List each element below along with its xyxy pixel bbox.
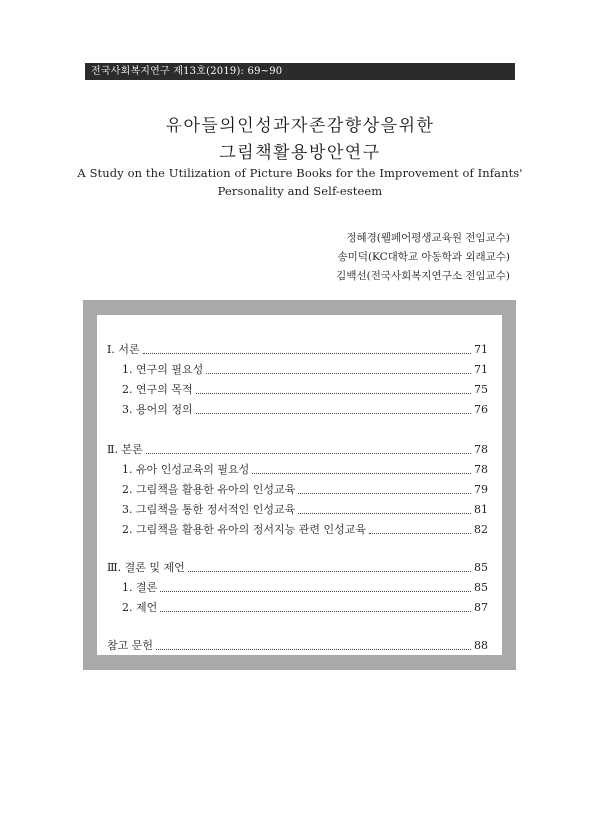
toc-entry-page: 85 [474, 561, 488, 574]
toc-entry-label: 2. 연구의 목적 [122, 383, 193, 396]
toc-leader-dots [143, 353, 471, 354]
toc-leader-dots [146, 453, 471, 454]
korean-title-line-1: 유아들의인성과자존감향상을위한 [165, 116, 435, 136]
author: 송미덕(KC대학교 아동학과 외래교수) [337, 251, 510, 263]
toc-entry-label: 3. 그림책을 통한 정서적인 인성교육 [122, 503, 296, 516]
author-list [336, 229, 510, 286]
toc-entry[interactable] [122, 502, 488, 518]
toc-entry[interactable] [107, 560, 488, 576]
toc-leader-dots [160, 591, 471, 592]
toc-entry-label: 2. 그림책을 활용한 유아의 정서지능 관련 인성교육 [122, 523, 366, 536]
toc-leader-dots [196, 393, 471, 394]
toc-entry-page: 78 [474, 443, 488, 456]
toc-entry[interactable] [107, 342, 488, 358]
toc-leader-dots [160, 611, 471, 612]
toc-entry-label: 1. 유아 인성교육의 필요성 [122, 463, 250, 476]
author: 김백선(전국사회복지연구소 전임교수) [336, 270, 510, 282]
toc-entry-page: 81 [474, 503, 488, 516]
toc-leader-dots [196, 413, 471, 414]
toc-entry[interactable] [122, 382, 488, 398]
toc-entry-label: Ⅱ. 본론 [107, 443, 143, 456]
toc-entry-page: 88 [474, 639, 488, 652]
toc-entry-label: 1. 결론 [122, 581, 158, 594]
toc-entry-page: 71 [474, 343, 488, 356]
toc-entry-page: 75 [474, 383, 488, 396]
korean-title-line-2: 그림책활용방안연구 [219, 143, 381, 163]
toc-entry-label: Ⅲ. 결론 및 제언 [107, 561, 185, 574]
running-head: 전국사회복지연구 제13호(2019): 69~90 [85, 63, 515, 80]
toc-leader-dots [206, 373, 471, 374]
toc-entry-label: Ⅰ. 서론 [107, 343, 140, 356]
toc-entry-page: 82 [474, 523, 488, 536]
table-of-contents-frame [83, 300, 516, 670]
toc-entry[interactable] [122, 600, 488, 616]
toc-entry[interactable] [122, 522, 488, 538]
toc-entry-label: 2. 제언 [122, 601, 158, 614]
toc-entry[interactable] [122, 402, 488, 418]
toc-leader-dots [156, 649, 471, 650]
english-title-line-2: Personality and Self-esteem [217, 184, 383, 198]
toc-leader-dots [298, 493, 471, 494]
toc-entry[interactable] [122, 482, 488, 498]
toc-leader-dots [298, 513, 471, 514]
toc-entry-page: 78 [474, 463, 488, 476]
toc-entry-label: 2. 그림책을 활용한 유아의 인성교육 [122, 483, 296, 496]
toc-entry[interactable] [122, 362, 488, 378]
toc-entry-page: 76 [474, 403, 488, 416]
toc-entry-label: 3. 용어의 정의 [122, 403, 193, 416]
toc-entry[interactable] [122, 462, 488, 478]
english-title-line-1: A Study on the Utilization of Picture Books for the Improvement of Infants' [77, 166, 523, 180]
toc-entry-label: 1. 연구의 필요성 [122, 363, 204, 376]
toc-entry-page: 79 [474, 483, 488, 496]
toc-leader-dots [188, 571, 471, 572]
toc-entry[interactable] [107, 442, 488, 458]
toc-entry-page: 71 [474, 363, 488, 376]
toc-entry-page: 87 [474, 601, 488, 614]
toc-leader-dots [252, 473, 471, 474]
toc-entry-page: 85 [474, 581, 488, 594]
toc-leader-dots [369, 533, 471, 534]
toc-entry[interactable] [107, 638, 488, 654]
toc-entry-label: 참고 문헌 [107, 639, 154, 652]
toc-entry[interactable] [122, 580, 488, 596]
author: 정혜경(웰페어평생교육원 전임교수) [346, 232, 510, 244]
table-of-contents [97, 315, 502, 655]
